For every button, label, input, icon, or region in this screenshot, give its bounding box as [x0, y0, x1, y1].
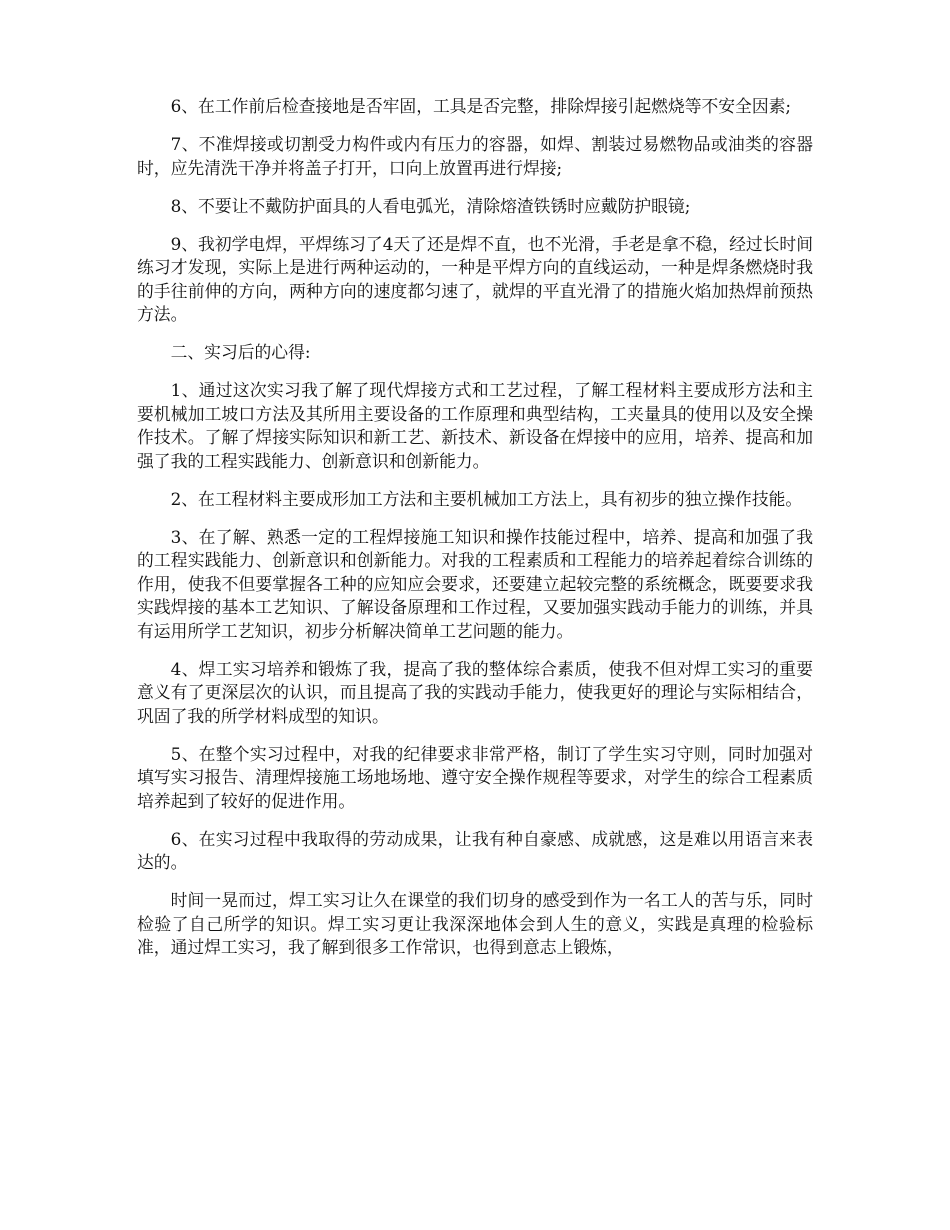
- paragraph-closing: 时间一晃而过，焊工实习让久在课堂的我们切身的感受到作为一名工人的苦与乐，同时检验了自己所学的知识。焊工实习更让我深深地体会到人生的意义，实践是真理的检验标准，通过焊工实习，我了解到很多工作常识，也得到意志上锻炼，: [137, 890, 813, 957]
- section-heading: 二、实习后的心得:: [170, 342, 311, 362]
- paragraph-safety-item-7: 7、不准焊接或切割受力构件或内有压力的容器，如焊、割装过易燃物品或油类的容器时，应先清洗干净并将盖子打开，口向上放置再进行焊接;: [137, 134, 813, 178]
- paragraph-safety-item-9: 9、我初学电焊，平焊练习了4天了还是焊不直，也不光滑，手老是拿不稳，经过长时间练习才发现，实际上是进行两种运动的，一种是平焊方向的直线运动，一种是焊条燃烧时我的手往前伸的方向，两种方向的速度都匀速了，就焊的平直光滑了的措施火焰加热焊前预热方法。: [137, 233, 813, 324]
- paragraph-safety-item-8: 8、不要让不戴防护面具的人看电弧光，清除熔渣铁锈时应戴防护眼镜;: [170, 195, 691, 216]
- document-page: [137, 95, 813, 974]
- paragraph-reflection-item-5: 5、在整个实习过程中，对我的纪律要求非常严格，制订了学生实习守则，同时加强对填写实习报告、清理焊接施工场地场地、遵守安全操作规程等要求，对学生的综合工程素质培养起到了较好的促进作用。: [137, 743, 813, 811]
- paragraph-reflection-item-3: 3、在了解、熟悉一定的工程焊接施工知识和操作技能过程中，培养、提高和加强了我的工程实践能力、创新意识和创新能力。对我的工程素质和工程能力的培养起着综合训练的作用，使我不但要掌握各工种的应知应会要求，还要建立起较完整的系统概念，既要要求我实践焊接的基本工艺知识、了解设备原理和工作过程，又要加强实践动手能力的训练，并具有运用所学工艺知识，初步分析解决简单工艺问题的能力。: [137, 526, 813, 641]
- paragraph-reflection-item-4: 4、焊工实习培养和锻炼了我，提高了我的整体综合素质，使我不但对焊工实习的重要意义有了更深层次的认识，而且提高了我的实践动手能力，使我更好的理论与实际相结合，巩固了我的所学材料成型的知识。: [137, 658, 813, 726]
- paragraph-reflection-item-6: 6、在实习过程中我取得的劳动成果，让我有种自豪感、成就感，这是难以用语言来表达的。: [137, 828, 813, 872]
- paragraph-safety-item-6: 6、在工作前后检查接地是否牢固，工具是否完整，排除焊接引起燃烧等不安全因素;: [170, 96, 792, 116]
- paragraph-reflection-item-2: 2、在工程材料主要成形加工方法和主要机械加工方法上，具有初步的独立操作技能。: [170, 488, 803, 509]
- paragraph-reflection-item-1: 1、通过这次实习我了解了现代焊接方式和工艺过程，了解工程材料主要成形方法和主要机械加工坡口方法及其所用主要设备的工作原理和典型结构，工夹量具的使用以及安全操作技术。了解了焊接实际知识和新工艺、新技术、新设备在焊接中的应用，培养、提高和加强了我的工程实践能力、创新意识和创新能力。: [137, 380, 813, 471]
